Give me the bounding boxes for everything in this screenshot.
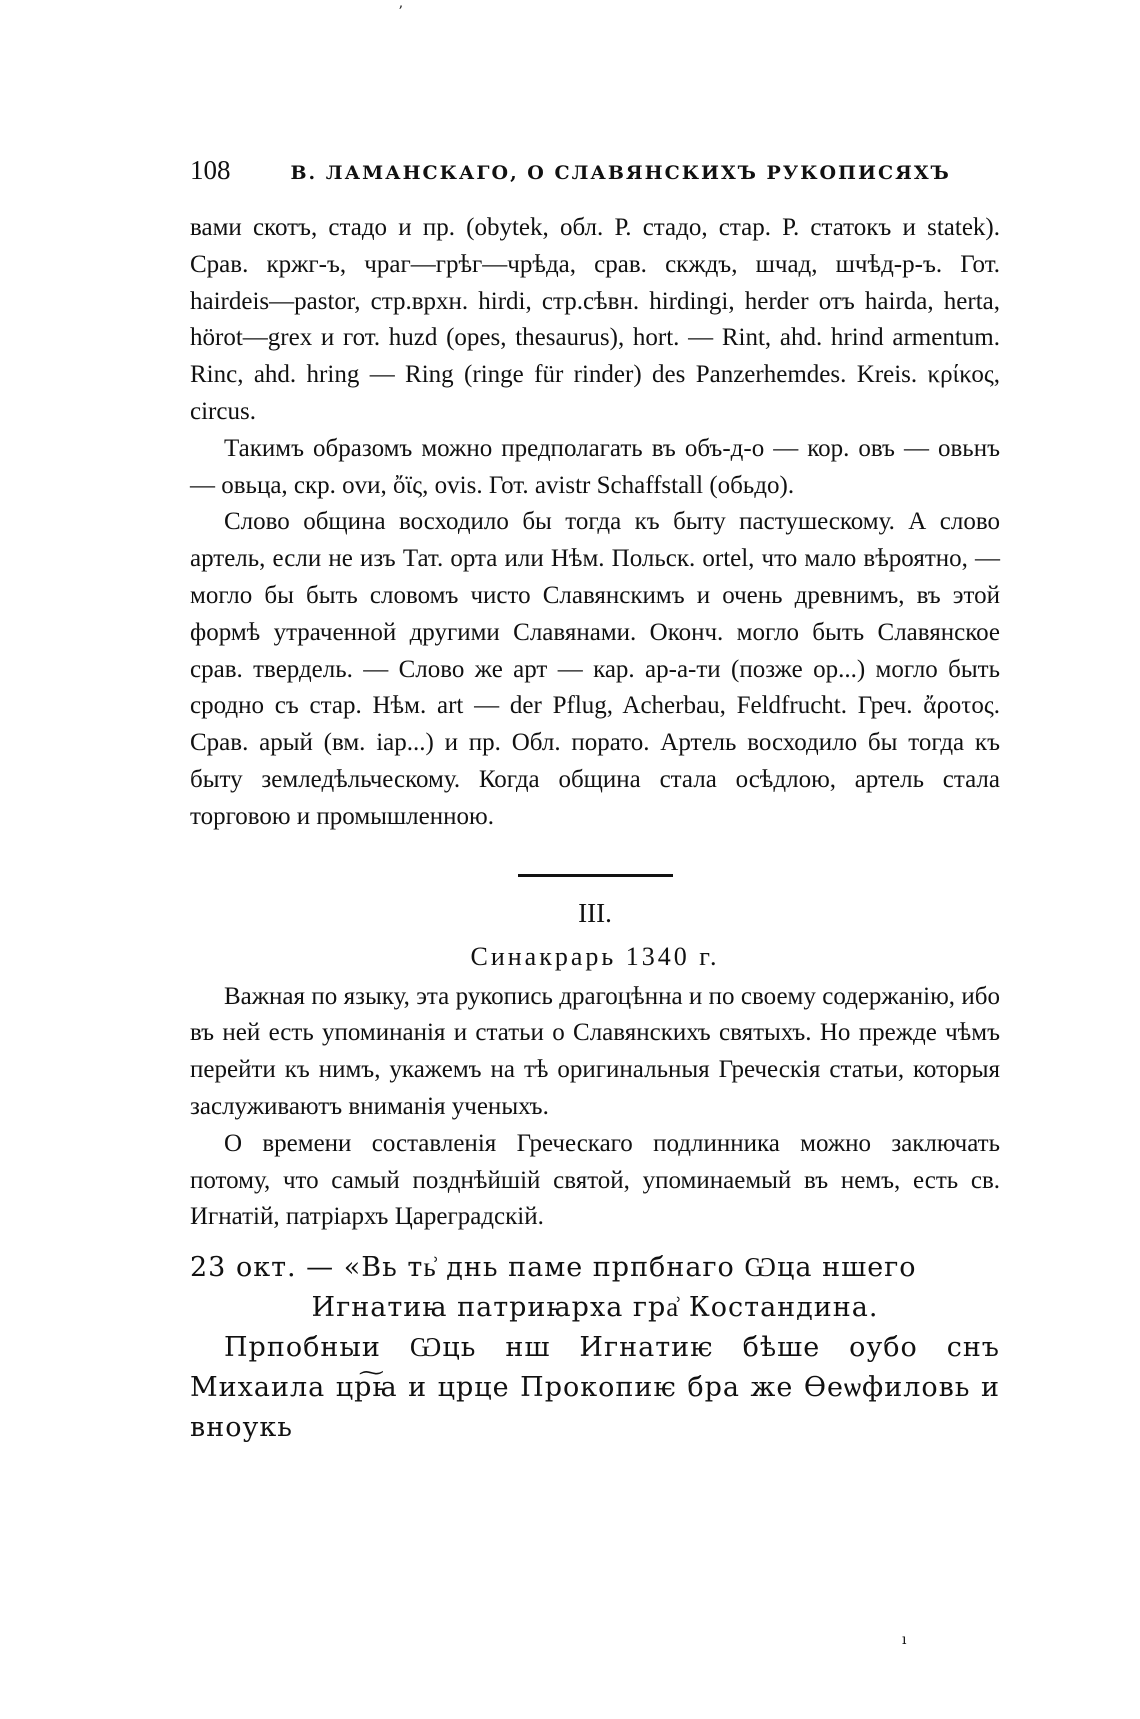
section-number: III. (578, 897, 612, 928)
paragraph-5: О времени составленія Греческаго подлинника можно заключать потому, что самый позднѣйшій святой, упоминаемый въ немъ, есть св. Игнатій, патріархъ Цареградскій. (190, 1129, 1000, 1231)
page-number: 108 (190, 155, 231, 185)
page-header (190, 155, 1010, 195)
section-separator (190, 874, 1000, 877)
paragraph-3: Слово община восходило бы тогда къ быту пастушескому. А слово артель, если не изъ Тат. орта или Нѣм. Польск. ortel, что мало вѣроятно, — могло бы быть словомъ чисто Славянскимъ и очень древнимъ, въ этой формѣ утраченной другими Славянами. Оконч. могло быть Славянское срав. твердель. — Слово же арт — кар. ар-а-ти (позже ор...) могло быть сродно съ стар. Нѣм. art — der Pflug, Acherbau, Feldfrucht. Греч. ἄροτος. Срав. арый (вм. іар...) и пр. Обл. порато. Артель восходило бы тогда къ быту земледѣльческому. Когда община стала осѣдлою, артель стала торговою и промышленною. (190, 508, 1000, 830)
page-body (190, 210, 1000, 1448)
slavonic-line-1: 23 окт. — «Вь ть͗ днь паме прпбнаго Ѡца ншего (190, 1252, 917, 1284)
paragraph-2: Такимъ образомъ можно предполагать въ объ-д-о — кор. овъ — овьнъ — овьца, скр. оvи, ὄϊς, ovis. Гот. avistr Schaffstall (обьдо). (190, 434, 1000, 499)
church-slavonic-heading (190, 1248, 1000, 1328)
print-speck: ʼ (398, 4, 403, 20)
running-head: В. ЛАМАНСКАГО, О СЛАВЯНСКИХЪ РУКОПИСЯХЪ (290, 162, 951, 184)
paragraph-4: Важная по языку, эта рукопись драгоцѣнна и по своему содержанію, ибо въ ней есть упоминанія и статьи о Славянскихъ святыхъ. Но прежде чѣмъ перейти къ нимъ, укажемъ на тѣ оригинальныя Греческія статьи, которыя заслуживаютъ вниманія ученыхъ. (190, 982, 1000, 1120)
separator-rule (518, 874, 673, 877)
section-title: Синакрарь 1340 г. (470, 941, 720, 971)
print-speck: ı (902, 1632, 907, 1648)
paragraph-1: вами скотъ, стадо и пр. (obytek, обл. Р. стадо, стар. Р. статокъ и statek). Срав. кржг-ъ, чраг—грѣг—чрѣда, срав. скждъ, шчад, шчѣд-р-ъ. Гот. hairdeis—pastor, стр.врхн. hirdi, стр.сѣвн. hirdingi, herder отъ hairda, herta, hörot—grex и гот. huzd (opes, thesaurus), hort. — Rint, ahd. hrind armentum. Rinc, ahd. hring — Ring (ringe für rinder) des Panzerhemdes. Kreis. κρίκος, circus. (190, 214, 1000, 425)
slavonic-body: Прпобныи Ѡць нш Игнатиѥ бѣше оубо снъ Михаила цр͠ꙗ и црце Прокопиѥ бра же Ѳеѡфиловь и вноукь (190, 1332, 1000, 1444)
slavonic-line-2: Игнатиꙗ патриꙗрха гра͗ Костандина. (311, 1292, 879, 1324)
